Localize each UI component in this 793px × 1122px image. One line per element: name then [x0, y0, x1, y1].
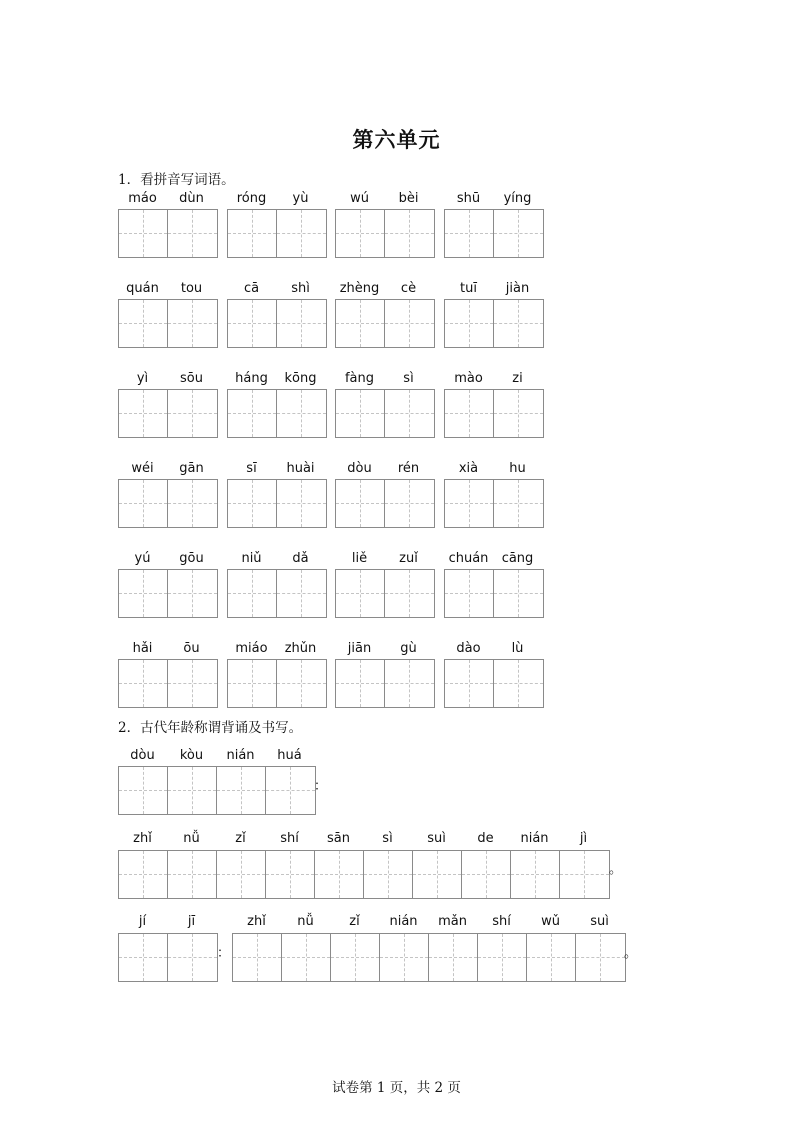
pinyin-label: chuán [448, 551, 489, 566]
writing-cell[interactable] [494, 300, 543, 347]
pinyin-label: shí [492, 914, 511, 929]
tianzige-box[interactable] [444, 479, 544, 528]
pinyin-label: dòu [347, 461, 372, 476]
tianzige-box[interactable] [118, 299, 218, 348]
writing-cell[interactable] [336, 390, 385, 437]
page-title: 第六单元 [352, 127, 441, 152]
writing-cell[interactable] [385, 390, 434, 437]
tianzige-box[interactable] [232, 933, 626, 982]
pinyin-label: jiàn [505, 281, 530, 296]
writing-cell[interactable] [119, 660, 168, 707]
pinyin-label: suì [427, 831, 446, 846]
pinyin-label: suì [590, 914, 609, 929]
pinyin-label: dùn [179, 191, 204, 206]
pinyin-label: dào [456, 641, 481, 656]
writing-cell[interactable] [494, 660, 543, 707]
pinyin-label: shū [456, 191, 481, 206]
writing-cell[interactable] [364, 851, 413, 898]
pinyin-label: zhèng [339, 281, 380, 296]
writing-cell[interactable] [168, 480, 217, 527]
pinyin-label: máo [128, 191, 157, 206]
pinyin-label: miáo [235, 641, 268, 656]
tianzige-box[interactable] [444, 209, 544, 258]
writing-cell[interactable] [228, 570, 277, 617]
pinyin-label: ōu [183, 641, 200, 656]
pinyin-label: wéi [131, 461, 154, 476]
pinyin-label: gù [400, 641, 417, 656]
pinyin-label: jī [187, 914, 196, 929]
writing-cell[interactable] [385, 570, 434, 617]
pinyin-label: zhǐ [247, 914, 266, 929]
tianzige-box[interactable] [335, 209, 435, 258]
writing-cell[interactable] [168, 660, 217, 707]
pinyin-label: liě [351, 551, 368, 566]
pinyin-label: wú [350, 191, 369, 206]
writing-cell[interactable] [277, 210, 326, 257]
pinyin-label: gān [179, 461, 204, 476]
writing-cell[interactable] [385, 210, 434, 257]
writing-cell[interactable] [445, 480, 494, 527]
writing-cell[interactable] [445, 660, 494, 707]
writing-cell[interactable] [277, 660, 326, 707]
pinyin-label: yì [136, 371, 149, 386]
writing-cell[interactable] [168, 390, 217, 437]
writing-cell[interactable] [277, 390, 326, 437]
pinyin-label: zǐ [349, 914, 360, 929]
pinyin-label: bèi [398, 191, 419, 206]
page-footer: 试卷第 1 页，共 2 页 [332, 1080, 461, 1096]
writing-cell[interactable] [445, 390, 494, 437]
tianzige-box[interactable] [335, 479, 435, 528]
pinyin-label: nián [226, 748, 255, 763]
pinyin-label: rén [397, 461, 420, 476]
tianzige-box[interactable] [227, 569, 327, 618]
writing-cell[interactable] [119, 767, 168, 814]
pinyin-label: yú [134, 551, 151, 566]
tianzige-box[interactable] [227, 209, 327, 258]
writing-cell[interactable] [494, 570, 543, 617]
pinyin-label: hǎi [132, 641, 153, 656]
pinyin-label: lù [511, 641, 524, 656]
writing-cell[interactable] [266, 767, 315, 814]
writing-cell[interactable] [560, 851, 609, 898]
writing-cell[interactable] [413, 851, 462, 898]
tianzige-box[interactable] [227, 659, 327, 708]
writing-cell[interactable] [217, 851, 266, 898]
pinyin-label: gōu [179, 551, 204, 566]
writing-cell[interactable] [445, 210, 494, 257]
pinyin-label: zi [512, 371, 523, 386]
pinyin-label: kòu [179, 748, 204, 763]
writing-cell[interactable] [445, 570, 494, 617]
writing-cell[interactable] [511, 851, 560, 898]
question-1-label: 1．看拼音写词语。 [118, 172, 235, 188]
writing-cell[interactable] [277, 300, 326, 347]
writing-cell[interactable] [228, 480, 277, 527]
pinyin-label: huá [277, 748, 302, 763]
writing-cell[interactable] [119, 570, 168, 617]
tianzige-box[interactable] [118, 209, 218, 258]
pinyin-label: cā [243, 281, 260, 296]
pinyin-label: huài [286, 461, 315, 476]
pinyin-label: sì [403, 371, 414, 386]
writing-cell[interactable] [429, 934, 478, 981]
pinyin-label: nǚ [297, 914, 314, 929]
writing-cell[interactable] [527, 934, 576, 981]
tianzige-box[interactable] [118, 569, 218, 618]
writing-cell[interactable] [228, 660, 277, 707]
writing-cell[interactable] [494, 210, 543, 257]
pinyin-label: róng [236, 191, 267, 206]
writing-cell[interactable] [445, 300, 494, 347]
pinyin-label: jí [138, 914, 147, 929]
writing-cell[interactable] [168, 851, 217, 898]
pinyin-label: nián [389, 914, 418, 929]
pinyin-label: sī [246, 461, 257, 476]
tianzige-box[interactable] [444, 389, 544, 438]
pinyin-label: hu [509, 461, 526, 476]
pinyin-label: nǚ [183, 831, 200, 846]
tianzige-box[interactable] [335, 299, 435, 348]
pinyin-label: cāng [501, 551, 534, 566]
writing-cell[interactable] [168, 300, 217, 347]
pinyin-label: yù [292, 191, 309, 206]
pinyin-label: nián [520, 831, 549, 846]
writing-cell[interactable] [119, 480, 168, 527]
pinyin-label: mào [454, 371, 483, 386]
writing-cell[interactable] [168, 570, 217, 617]
writing-cell[interactable] [277, 480, 326, 527]
pinyin-label: sān [327, 831, 350, 846]
pinyin-label: jì [579, 831, 588, 846]
writing-cell[interactable] [168, 767, 217, 814]
pinyin-label: fàng [344, 371, 375, 386]
pinyin-label: niǔ [241, 551, 262, 566]
tianzige-box[interactable] [118, 659, 218, 708]
pinyin-label: zhǐ [133, 831, 152, 846]
tianzige-box[interactable] [227, 479, 327, 528]
tianzige-box[interactable] [118, 933, 218, 982]
pinyin-label: sōu [180, 371, 203, 386]
writing-cell[interactable] [119, 300, 168, 347]
pinyin-label: shí [280, 831, 299, 846]
writing-cell[interactable] [336, 660, 385, 707]
writing-cell[interactable] [494, 480, 543, 527]
pinyin-label: quán [126, 281, 159, 296]
tianzige-box[interactable] [335, 659, 435, 708]
punctuation-mark: ： [217, 946, 231, 961]
writing-cell[interactable] [380, 934, 429, 981]
writing-cell[interactable] [385, 480, 434, 527]
writing-cell[interactable] [119, 934, 168, 981]
tianzige-box[interactable] [444, 569, 544, 618]
writing-cell[interactable] [576, 934, 625, 981]
writing-cell[interactable] [462, 851, 511, 898]
writing-cell[interactable] [478, 934, 527, 981]
writing-cell[interactable] [277, 570, 326, 617]
writing-cell[interactable] [336, 570, 385, 617]
pinyin-label: tuī [460, 281, 477, 296]
writing-cell[interactable] [494, 390, 543, 437]
writing-cell[interactable] [266, 851, 315, 898]
pinyin-label: wǔ [541, 914, 560, 929]
writing-cell[interactable] [119, 851, 168, 898]
writing-cell[interactable] [336, 300, 385, 347]
writing-cell[interactable] [228, 210, 277, 257]
pinyin-label: mǎn [438, 914, 467, 929]
writing-cell[interactable] [385, 660, 434, 707]
writing-cell[interactable] [336, 480, 385, 527]
pinyin-label: sì [382, 831, 393, 846]
pinyin-label: dǎ [292, 551, 309, 566]
pinyin-label: háng [235, 371, 268, 386]
writing-cell[interactable] [315, 851, 364, 898]
pinyin-label: dòu [130, 748, 155, 763]
pinyin-label: xià [458, 461, 479, 476]
writing-cell[interactable] [119, 390, 168, 437]
tianzige-box[interactable] [118, 850, 610, 899]
tianzige-box[interactable] [335, 569, 435, 618]
pinyin-label: zhǔn [284, 641, 317, 656]
writing-cell[interactable] [233, 934, 282, 981]
pinyin-label: jiān [347, 641, 372, 656]
writing-cell[interactable] [385, 300, 434, 347]
writing-cell[interactable] [282, 934, 331, 981]
tianzige-box[interactable] [227, 389, 327, 438]
tianzige-box[interactable] [444, 659, 544, 708]
tianzige-box[interactable] [118, 389, 218, 438]
pinyin-label: shì [291, 281, 310, 296]
writing-cell[interactable] [228, 300, 277, 347]
pinyin-label: tou [180, 281, 203, 296]
writing-cell[interactable] [168, 934, 217, 981]
pinyin-label: de [477, 831, 494, 846]
tianzige-box[interactable] [444, 299, 544, 348]
pinyin-label: yíng [503, 191, 532, 206]
pinyin-label: cè [400, 281, 417, 296]
writing-cell[interactable] [217, 767, 266, 814]
pinyin-label: zuǐ [399, 551, 418, 566]
pinyin-label: zǐ [235, 831, 246, 846]
tianzige-box[interactable] [118, 766, 316, 815]
punctuation-mark: 。 [624, 946, 638, 961]
punctuation-mark: ： [314, 779, 328, 794]
question-2-label: 2．古代年龄称谓背诵及书写。 [118, 720, 303, 736]
tianzige-box[interactable] [227, 299, 327, 348]
tianzige-box[interactable] [335, 389, 435, 438]
pinyin-label: kōng [284, 371, 317, 386]
writing-cell[interactable] [119, 210, 168, 257]
writing-cell[interactable] [168, 210, 217, 257]
writing-cell[interactable] [331, 934, 380, 981]
punctuation-mark: 。 [609, 862, 623, 877]
tianzige-box[interactable] [118, 479, 218, 528]
writing-cell[interactable] [228, 390, 277, 437]
writing-cell[interactable] [336, 210, 385, 257]
